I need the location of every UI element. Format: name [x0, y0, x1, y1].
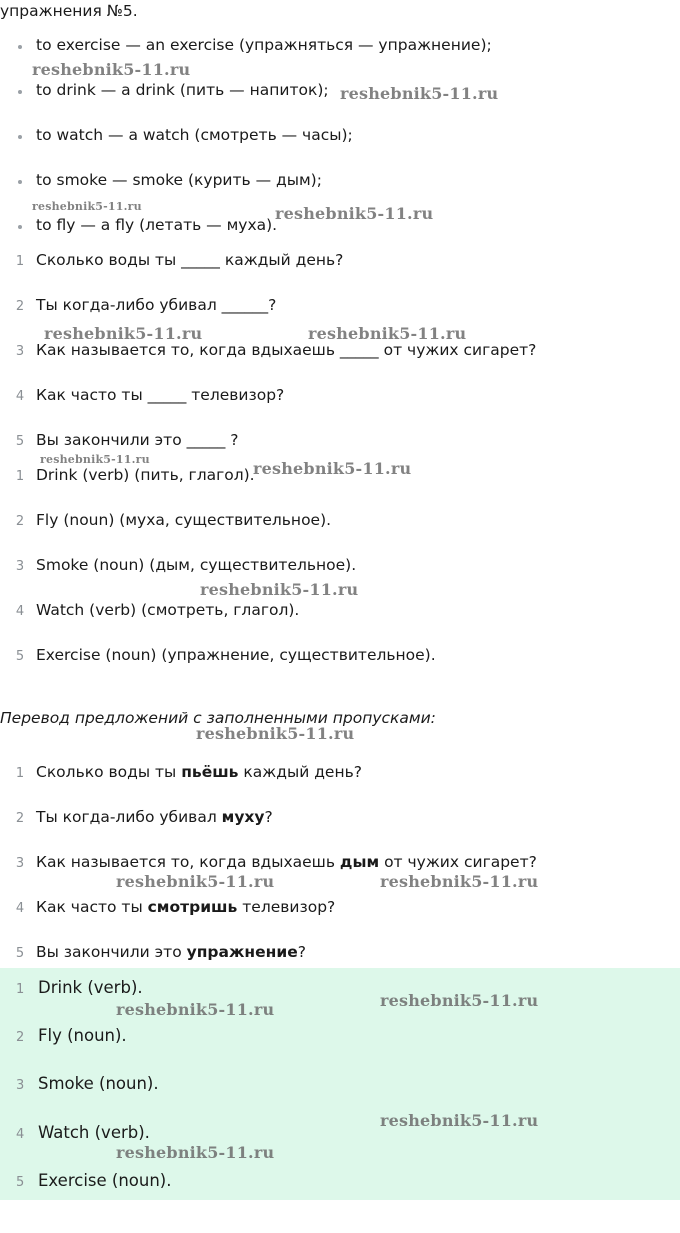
filled-word: смотришь	[147, 898, 238, 916]
filled-word: упражнение	[186, 943, 298, 961]
list-number: 2	[16, 1030, 25, 1045]
list-number: 3	[15, 856, 25, 871]
translation-item: Как называется то, когда вдыхаешь дым от чужих сигарет?	[36, 853, 537, 871]
list-number: 3	[16, 1078, 25, 1093]
answer-item: Fly (noun) (муха, существительное).	[36, 511, 332, 529]
question-item: Ты когда-либо убивал ______?	[36, 296, 277, 314]
question-item: Сколько воды ты _____ каждый день?	[36, 251, 344, 269]
word-pair-item: to drink — a drink (пить — напиток);	[36, 81, 329, 99]
answer-item: Watch (verb) (смотреть, глагол).	[36, 601, 300, 619]
answer-item: Watch (verb).	[38, 1123, 150, 1142]
answer-item: Drink (verb).	[38, 978, 143, 997]
word-pair-item: to exercise — an exercise (упражняться — упражнение);	[36, 36, 492, 54]
list-number: 3	[15, 344, 25, 359]
watermark: reshebnik5-11.ru	[32, 60, 191, 79]
translation-item: Ты когда-либо убивал муху?	[36, 808, 273, 826]
watermark: reshebnik5-11.ru	[116, 872, 275, 891]
filled-word: дым	[339, 853, 380, 871]
question-item: Вы закончили это _____ ?	[36, 431, 239, 449]
list-number: 1	[15, 469, 25, 484]
list-number: 4	[16, 1127, 25, 1142]
list-number: 4	[15, 604, 25, 619]
answer-item: Exercise (noun).	[38, 1171, 172, 1190]
bullet-icon	[18, 180, 22, 184]
translation-item: Как часто ты смотришь телевизор?	[36, 898, 336, 916]
list-number: 2	[15, 811, 25, 826]
watermark: reshebnik5-11.ru	[44, 324, 203, 343]
answer-item: Drink (verb) (пить, глагол).	[36, 466, 255, 484]
list-number: 1	[16, 982, 25, 997]
bullet-icon	[18, 45, 22, 49]
list-number: 5	[15, 946, 25, 961]
translation-item: Вы закончили это упражнение?	[36, 943, 306, 961]
list-number: 1	[15, 254, 25, 269]
watermark: reshebnik5-11.ru	[380, 1111, 539, 1130]
list-number: 1	[15, 766, 25, 781]
bullet-icon	[18, 90, 22, 94]
watermark: reshebnik5-11.ru	[32, 200, 142, 213]
watermark: reshebnik5-11.ru	[340, 84, 499, 103]
list-number: 4	[15, 901, 25, 916]
watermark: reshebnik5-11.ru	[253, 459, 412, 478]
translation-item: Сколько воды ты пьёшь каждый день?	[36, 763, 362, 781]
bullet-icon	[18, 225, 22, 229]
list-number: 2	[15, 299, 25, 314]
answer-item: Smoke (noun).	[38, 1074, 159, 1093]
answer-item: Smoke (noun) (дым, существительное).	[36, 556, 357, 574]
watermark: reshebnik5-11.ru	[116, 1000, 275, 1019]
watermark: reshebnik5-11.ru	[380, 991, 539, 1010]
list-number: 5	[16, 1175, 25, 1190]
list-number: 4	[15, 389, 25, 404]
watermark: reshebnik5-11.ru	[196, 724, 355, 743]
list-number: 5	[15, 434, 25, 449]
watermark: reshebnik5-11.ru	[308, 324, 467, 343]
filled-word: пьёшь	[181, 763, 239, 781]
question-item: Как называется то, когда вдыхаешь _____ от чужих сигарет?	[36, 341, 537, 359]
answer-item: Exercise (noun) (упражнение, существительное).	[36, 646, 436, 664]
question-item: Как часто ты _____ телевизор?	[36, 386, 285, 404]
word-pair-item: to fly — a fly (летать — муха).	[36, 216, 278, 234]
answer-item: Fly (noun).	[38, 1026, 127, 1045]
watermark: reshebnik5-11.ru	[380, 872, 539, 891]
section-heading: упражнения №5.	[0, 2, 138, 20]
bullet-icon	[18, 135, 22, 139]
word-pair-item: to watch — a watch (смотреть — часы);	[36, 126, 353, 144]
watermark: reshebnik5-11.ru	[200, 580, 359, 599]
word-pair-item: to smoke — smoke (курить — дым);	[36, 171, 322, 189]
watermark: reshebnik5-11.ru	[116, 1143, 275, 1162]
watermark: reshebnik5-11.ru	[275, 204, 434, 223]
watermark: reshebnik5-11.ru	[40, 453, 150, 466]
list-number: 5	[15, 649, 25, 664]
filled-word: муху	[221, 808, 265, 826]
list-number: 2	[15, 514, 25, 529]
list-number: 3	[15, 559, 25, 574]
translation-heading: Перевод предложений с заполненными пропусками:	[0, 709, 436, 727]
